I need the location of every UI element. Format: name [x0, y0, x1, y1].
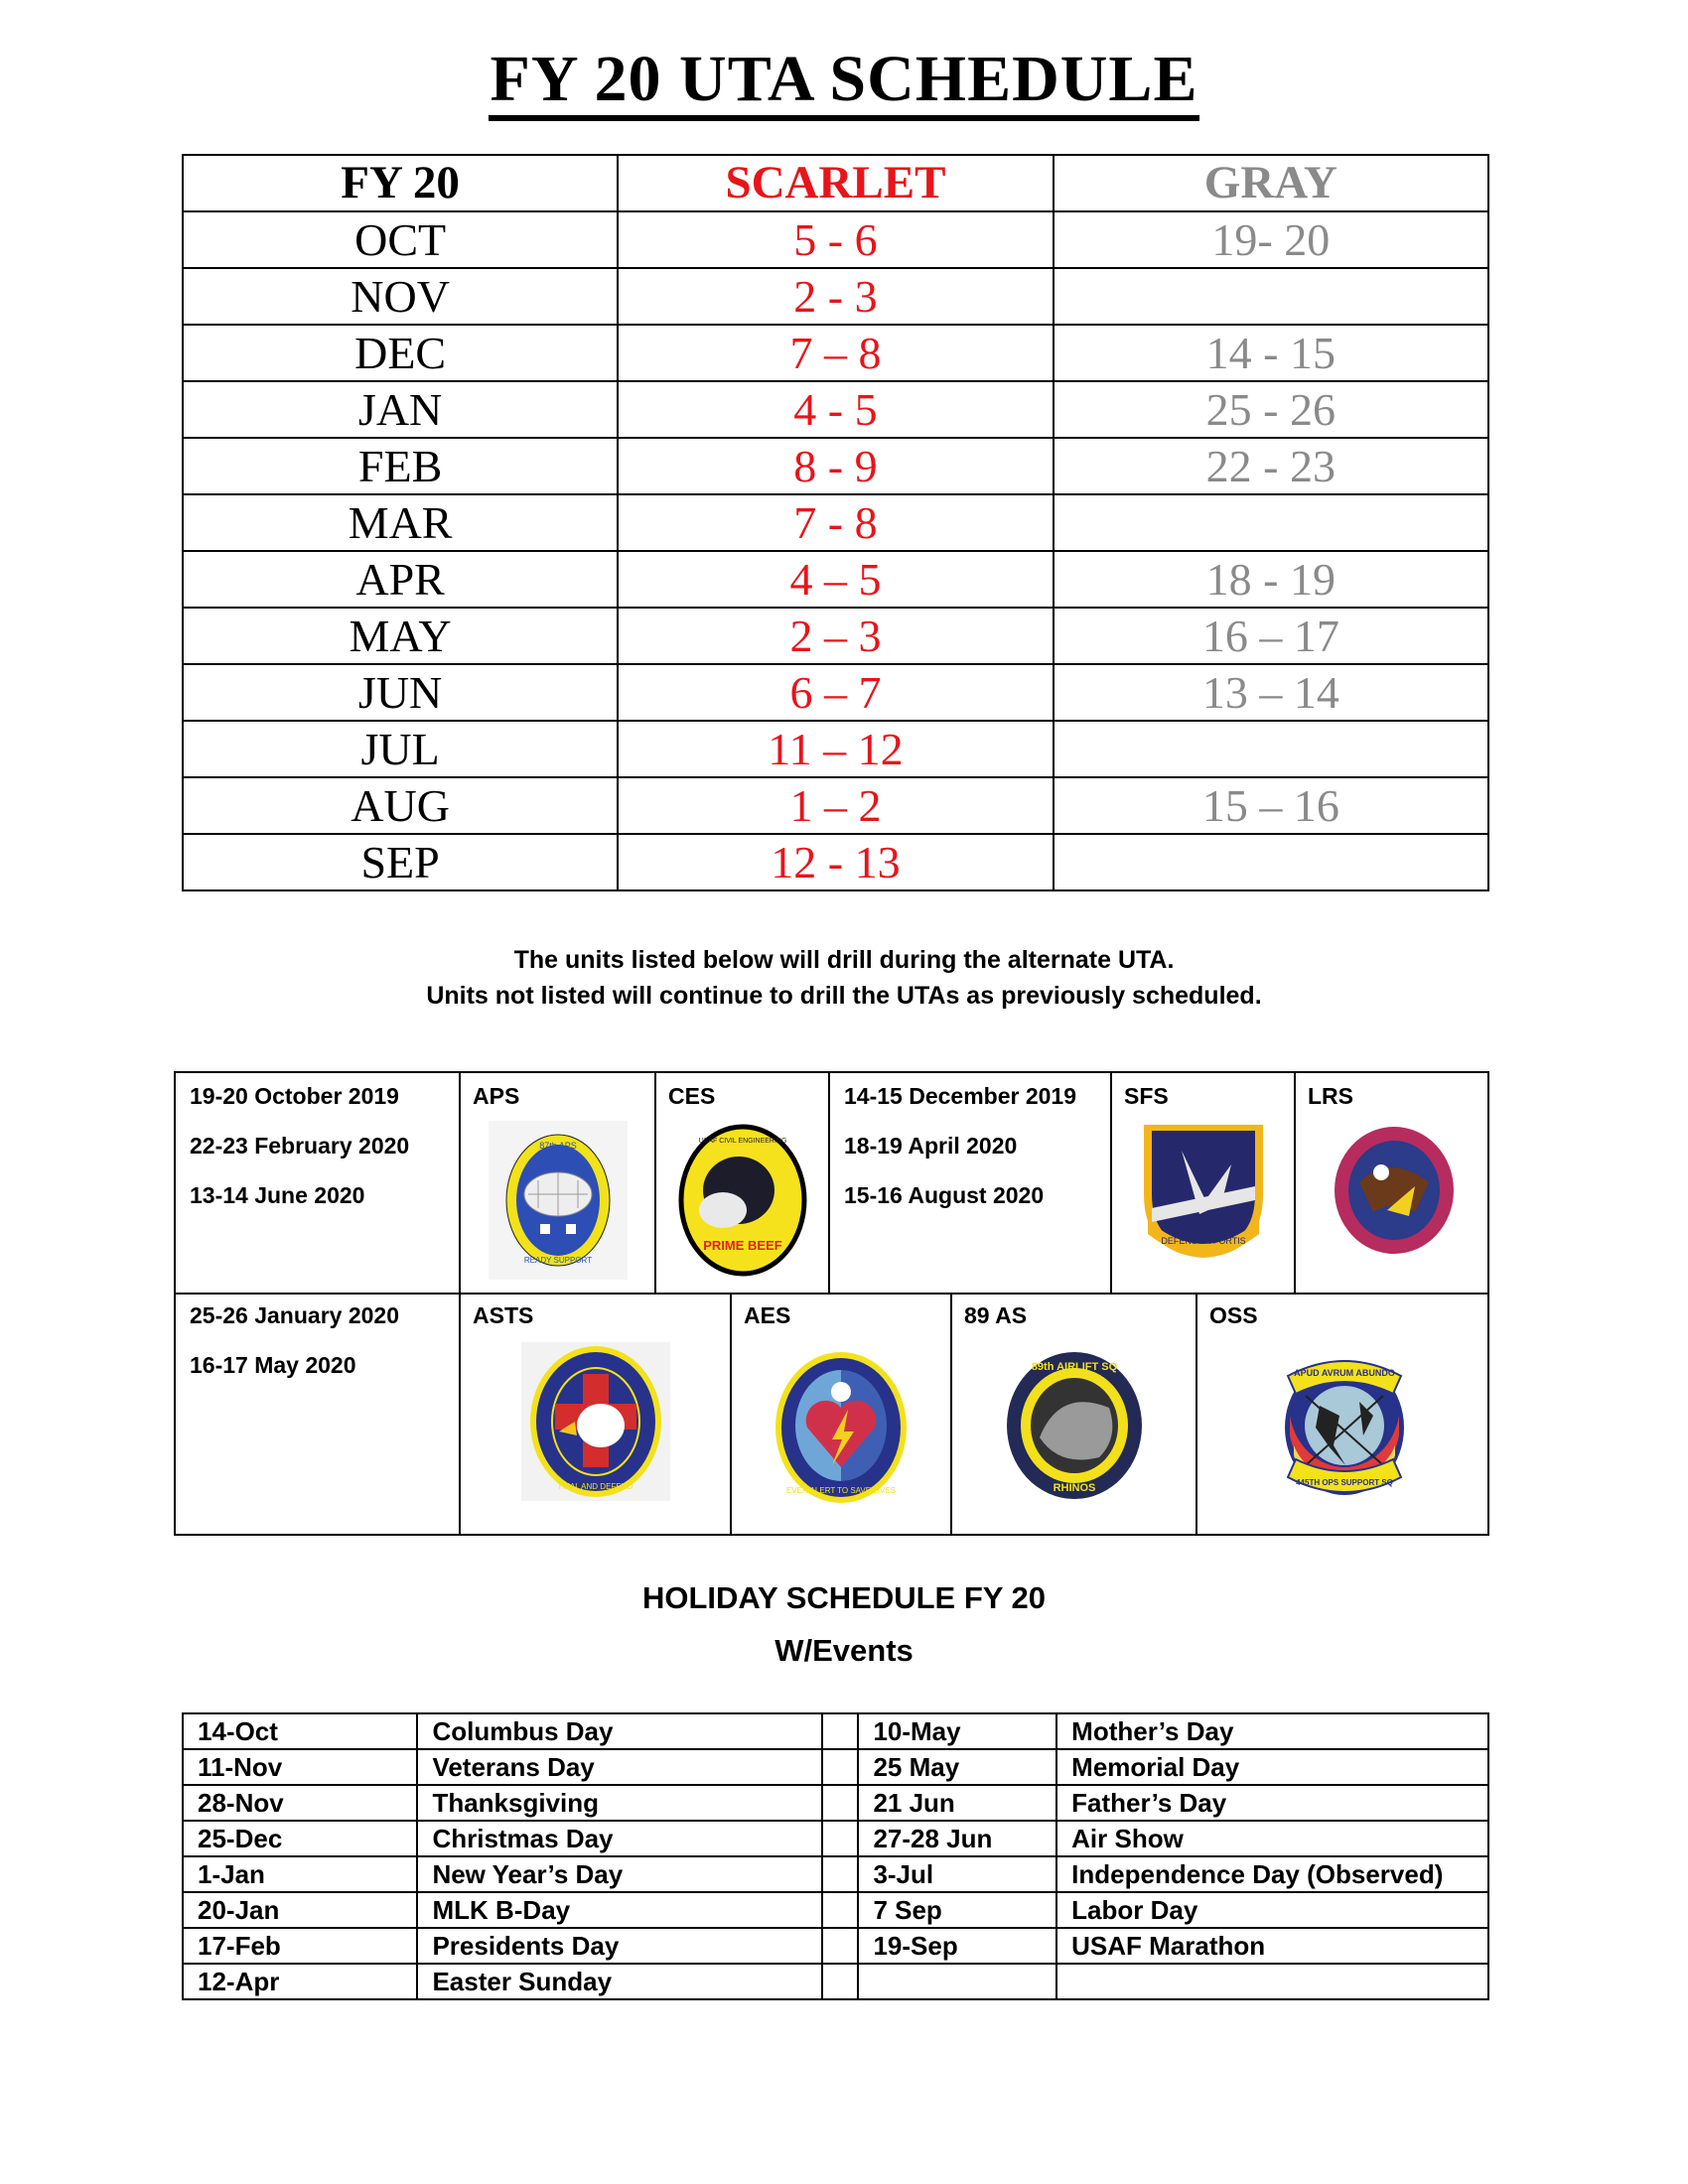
holiday-subheading: W/Events [774, 1633, 914, 1668]
uta-cell-month: JUN [183, 664, 618, 721]
uta-cell-gray: 18 - 19 [1054, 551, 1488, 608]
holiday-table [182, 1712, 1489, 2000]
holiday-date: 28-Nov [183, 1785, 417, 1821]
uta-row-feb [183, 438, 1488, 494]
oss-patch-top-text: APUD AVRUM ABUNDO [1294, 1368, 1395, 1378]
date-item: 13-14 June 2020 [190, 1182, 365, 1208]
holiday-event: Easter Sunday [417, 1964, 821, 1999]
uta-cell-scarlet: 7 - 8 [618, 494, 1053, 551]
unit-label: SFS [1124, 1083, 1169, 1109]
holiday-date: 10-May [858, 1713, 1056, 1749]
holiday-spacer [822, 1928, 859, 1964]
holiday-event: Independence Day (Observed) [1056, 1856, 1488, 1892]
holiday-event: Mother’s Day [1056, 1713, 1488, 1749]
holiday-row [183, 1785, 1488, 1821]
ces-patch-motto: PRIME BEEF [702, 1238, 782, 1253]
note-line-1: The units listed below will drill during the alternate UTA. [513, 946, 1175, 974]
holiday-event: Presidents Day [417, 1928, 821, 1964]
uta-cell-month: AUG [183, 777, 618, 834]
uta-cell-scarlet: 11 – 12 [618, 721, 1053, 777]
ces-patch-icon [673, 1121, 812, 1280]
holiday-date: 14-Oct [183, 1713, 417, 1749]
holiday-date: 25 May [858, 1749, 1056, 1785]
uta-row-oct [183, 211, 1488, 268]
uta-cell-scarlet: 7 – 8 [618, 325, 1053, 381]
unit-cell-lrs [1294, 1073, 1491, 1293]
uta-row-jul [183, 721, 1488, 777]
lrs-patch-icon [1330, 1123, 1459, 1258]
89as-patch-motto: RHINOS [1053, 1482, 1095, 1494]
aes-patch-motto: EVER ALERT TO SAVE LIVES [786, 1486, 896, 1495]
uta-cell-scarlet: 2 - 3 [618, 268, 1053, 325]
uta-cell-scarlet: 6 – 7 [618, 664, 1053, 721]
unit-cell-aes [730, 1293, 950, 1534]
holiday-row [183, 1928, 1488, 1964]
uta-cell-month: MAR [183, 494, 618, 551]
units-row-1 [176, 1073, 1487, 1295]
uta-row-nov [183, 268, 1488, 325]
holiday-date: 25-Dec [183, 1821, 417, 1856]
holiday-date: 7 Sep [858, 1892, 1056, 1928]
header-month: FY 20 [183, 155, 618, 211]
uta-cell-gray: 19- 20 [1054, 211, 1488, 268]
unit-label: OSS [1209, 1302, 1258, 1328]
uta-cell-gray [1054, 268, 1488, 325]
89as-patch-top-text: 89th AIRLIFT SQ [1031, 1361, 1117, 1373]
unit-label: 89 AS [964, 1302, 1028, 1328]
holiday-event: New Year’s Day [417, 1856, 821, 1892]
holiday-event: Air Show [1056, 1821, 1488, 1856]
holiday-event: USAF Marathon [1056, 1928, 1488, 1964]
ces-patch-top-text: USAF CIVIL ENGINEERING [698, 1138, 786, 1145]
uta-row-aug [183, 777, 1488, 834]
unit-label: ASTS [473, 1302, 534, 1328]
unit-cell-oss [1196, 1293, 1491, 1534]
unit-label: AES [744, 1302, 791, 1328]
note-line-2: Units not listed will continue to drill the UTAs as previously scheduled. [426, 982, 1262, 1010]
uta-cell-month: FEB [183, 438, 618, 494]
uta-cell-gray [1054, 721, 1488, 777]
holiday-spacer [822, 1892, 859, 1928]
uta-cell-month: NOV [183, 268, 618, 325]
holiday-row [183, 1964, 1488, 1999]
uta-row-apr [183, 551, 1488, 608]
date-item: 14-15 December 2019 [844, 1083, 1076, 1109]
uta-row-jun [183, 664, 1488, 721]
uta-cell-scarlet: 4 – 5 [618, 551, 1053, 608]
uta-cell-gray: 15 – 16 [1054, 777, 1488, 834]
uta-row-may [183, 608, 1488, 664]
uta-cell-gray: 22 - 23 [1054, 438, 1488, 494]
unit-cell-ces [654, 1073, 828, 1293]
dates-cell-group3 [176, 1293, 459, 1534]
holiday-date: 27-28 Jun [858, 1821, 1056, 1856]
holiday-date: 17-Feb [183, 1928, 417, 1964]
holiday-date [858, 1964, 1056, 1999]
holiday-event: Thanksgiving [417, 1785, 821, 1821]
unit-label: APS [473, 1083, 520, 1109]
holiday-event: Memorial Day [1056, 1749, 1488, 1785]
holiday-date: 12-Apr [183, 1964, 417, 1999]
uta-cell-gray: 16 – 17 [1054, 608, 1488, 664]
dates-cell-group1 [176, 1073, 459, 1293]
uta-row-dec [183, 325, 1488, 381]
uta-row-mar [183, 494, 1488, 551]
date-item: 22-23 February 2020 [190, 1133, 410, 1159]
alternate-units-table [174, 1071, 1489, 1536]
date-item: 15-16 August 2020 [844, 1182, 1045, 1208]
uta-cell-gray: 14 - 15 [1054, 325, 1488, 381]
holiday-row [183, 1856, 1488, 1892]
holiday-event: Labor Day [1056, 1892, 1488, 1928]
date-item: 16-17 May 2020 [190, 1352, 356, 1378]
header-gray: GRAY [1054, 155, 1488, 211]
holiday-spacer [822, 1821, 859, 1856]
aes-patch-icon [767, 1348, 915, 1507]
holiday-spacer [822, 1749, 859, 1785]
page-title [0, 42, 1688, 121]
units-row-2 [176, 1293, 1487, 1534]
holiday-spacer [822, 1964, 859, 1999]
uta-cell-scarlet: 2 – 3 [618, 608, 1053, 664]
uta-cell-gray [1054, 494, 1488, 551]
uta-cell-scarlet: 1 – 2 [618, 777, 1053, 834]
uta-cell-scarlet: 8 - 9 [618, 438, 1053, 494]
dates-cell-group2 [828, 1073, 1110, 1293]
unit-cell-aps [459, 1073, 654, 1293]
holiday-spacer [822, 1856, 859, 1892]
uta-cell-scarlet: 4 - 5 [618, 381, 1053, 438]
date-item: 19-20 October 2019 [190, 1083, 399, 1109]
uta-schedule-table [182, 154, 1489, 891]
uta-row-sep [183, 834, 1488, 890]
holiday-event: Christmas Day [417, 1821, 821, 1856]
unit-label: LRS [1308, 1083, 1353, 1109]
page-title-text: FY 20 UTA SCHEDULE [489, 44, 1200, 121]
holiday-event: Veterans Day [417, 1749, 821, 1785]
uta-cell-scarlet: 5 - 6 [618, 211, 1053, 268]
unit-cell-sfs [1110, 1073, 1294, 1293]
holiday-date: 21 Jun [858, 1785, 1056, 1821]
holiday-row [183, 1821, 1488, 1856]
uta-cell-month: OCT [183, 211, 618, 268]
date-item: 25-26 January 2020 [190, 1302, 399, 1328]
date-item: 18-19 April 2020 [844, 1133, 1018, 1159]
holiday-event: Columbus Day [417, 1713, 821, 1749]
sfs-patch-motto: DEFENSOR FORTIS [1160, 1236, 1246, 1246]
holiday-row [183, 1713, 1488, 1749]
asts-patch-icon [521, 1342, 670, 1501]
oss-patch-motto: 445TH OPS SUPPORT SQ [1296, 1478, 1393, 1487]
holiday-spacer [822, 1785, 859, 1821]
uta-cell-month: JUL [183, 721, 618, 777]
uta-cell-month: APR [183, 551, 618, 608]
unit-cell-89as [950, 1293, 1196, 1534]
aps-patch-motto: READY SUPPORT [523, 1256, 592, 1265]
aps-patch-top-text: 87th APS [538, 1141, 577, 1151]
header-scarlet: SCARLET [618, 155, 1053, 211]
sfs-patch-icon [1134, 1121, 1273, 1260]
holiday-date: 20-Jan [183, 1892, 417, 1928]
uta-cell-month: DEC [183, 325, 618, 381]
oss-patch-icon [1270, 1346, 1419, 1505]
holiday-date: 19-Sep [858, 1928, 1056, 1964]
asts-patch-motto: HEAL AND DEFEND [558, 1482, 633, 1491]
uta-cell-gray: 25 - 26 [1054, 381, 1488, 438]
uta-header-row [183, 155, 1488, 211]
holiday-spacer [822, 1713, 859, 1749]
uta-row-jan [183, 381, 1488, 438]
uta-cell-scarlet: 12 - 13 [618, 834, 1053, 890]
holiday-date: 11-Nov [183, 1749, 417, 1785]
uta-cell-month: MAY [183, 608, 618, 664]
uta-cell-month: SEP [183, 834, 618, 890]
unit-label: CES [668, 1083, 716, 1109]
holiday-event: MLK B-Day [417, 1892, 821, 1928]
holiday-row [183, 1892, 1488, 1928]
holiday-event: Father’s Day [1056, 1785, 1488, 1821]
holiday-date: 3-Jul [858, 1856, 1056, 1892]
aps-patch-icon [489, 1121, 628, 1280]
holiday-event [1056, 1964, 1488, 1999]
89as-patch-icon [1000, 1348, 1149, 1503]
holiday-row [183, 1749, 1488, 1785]
holiday-date: 1-Jan [183, 1856, 417, 1892]
unit-cell-asts [459, 1293, 730, 1534]
uta-cell-gray: 13 – 14 [1054, 664, 1488, 721]
uta-cell-month: JAN [183, 381, 618, 438]
holiday-heading: HOLIDAY SCHEDULE FY 20 [642, 1580, 1046, 1615]
uta-cell-gray [1054, 834, 1488, 890]
